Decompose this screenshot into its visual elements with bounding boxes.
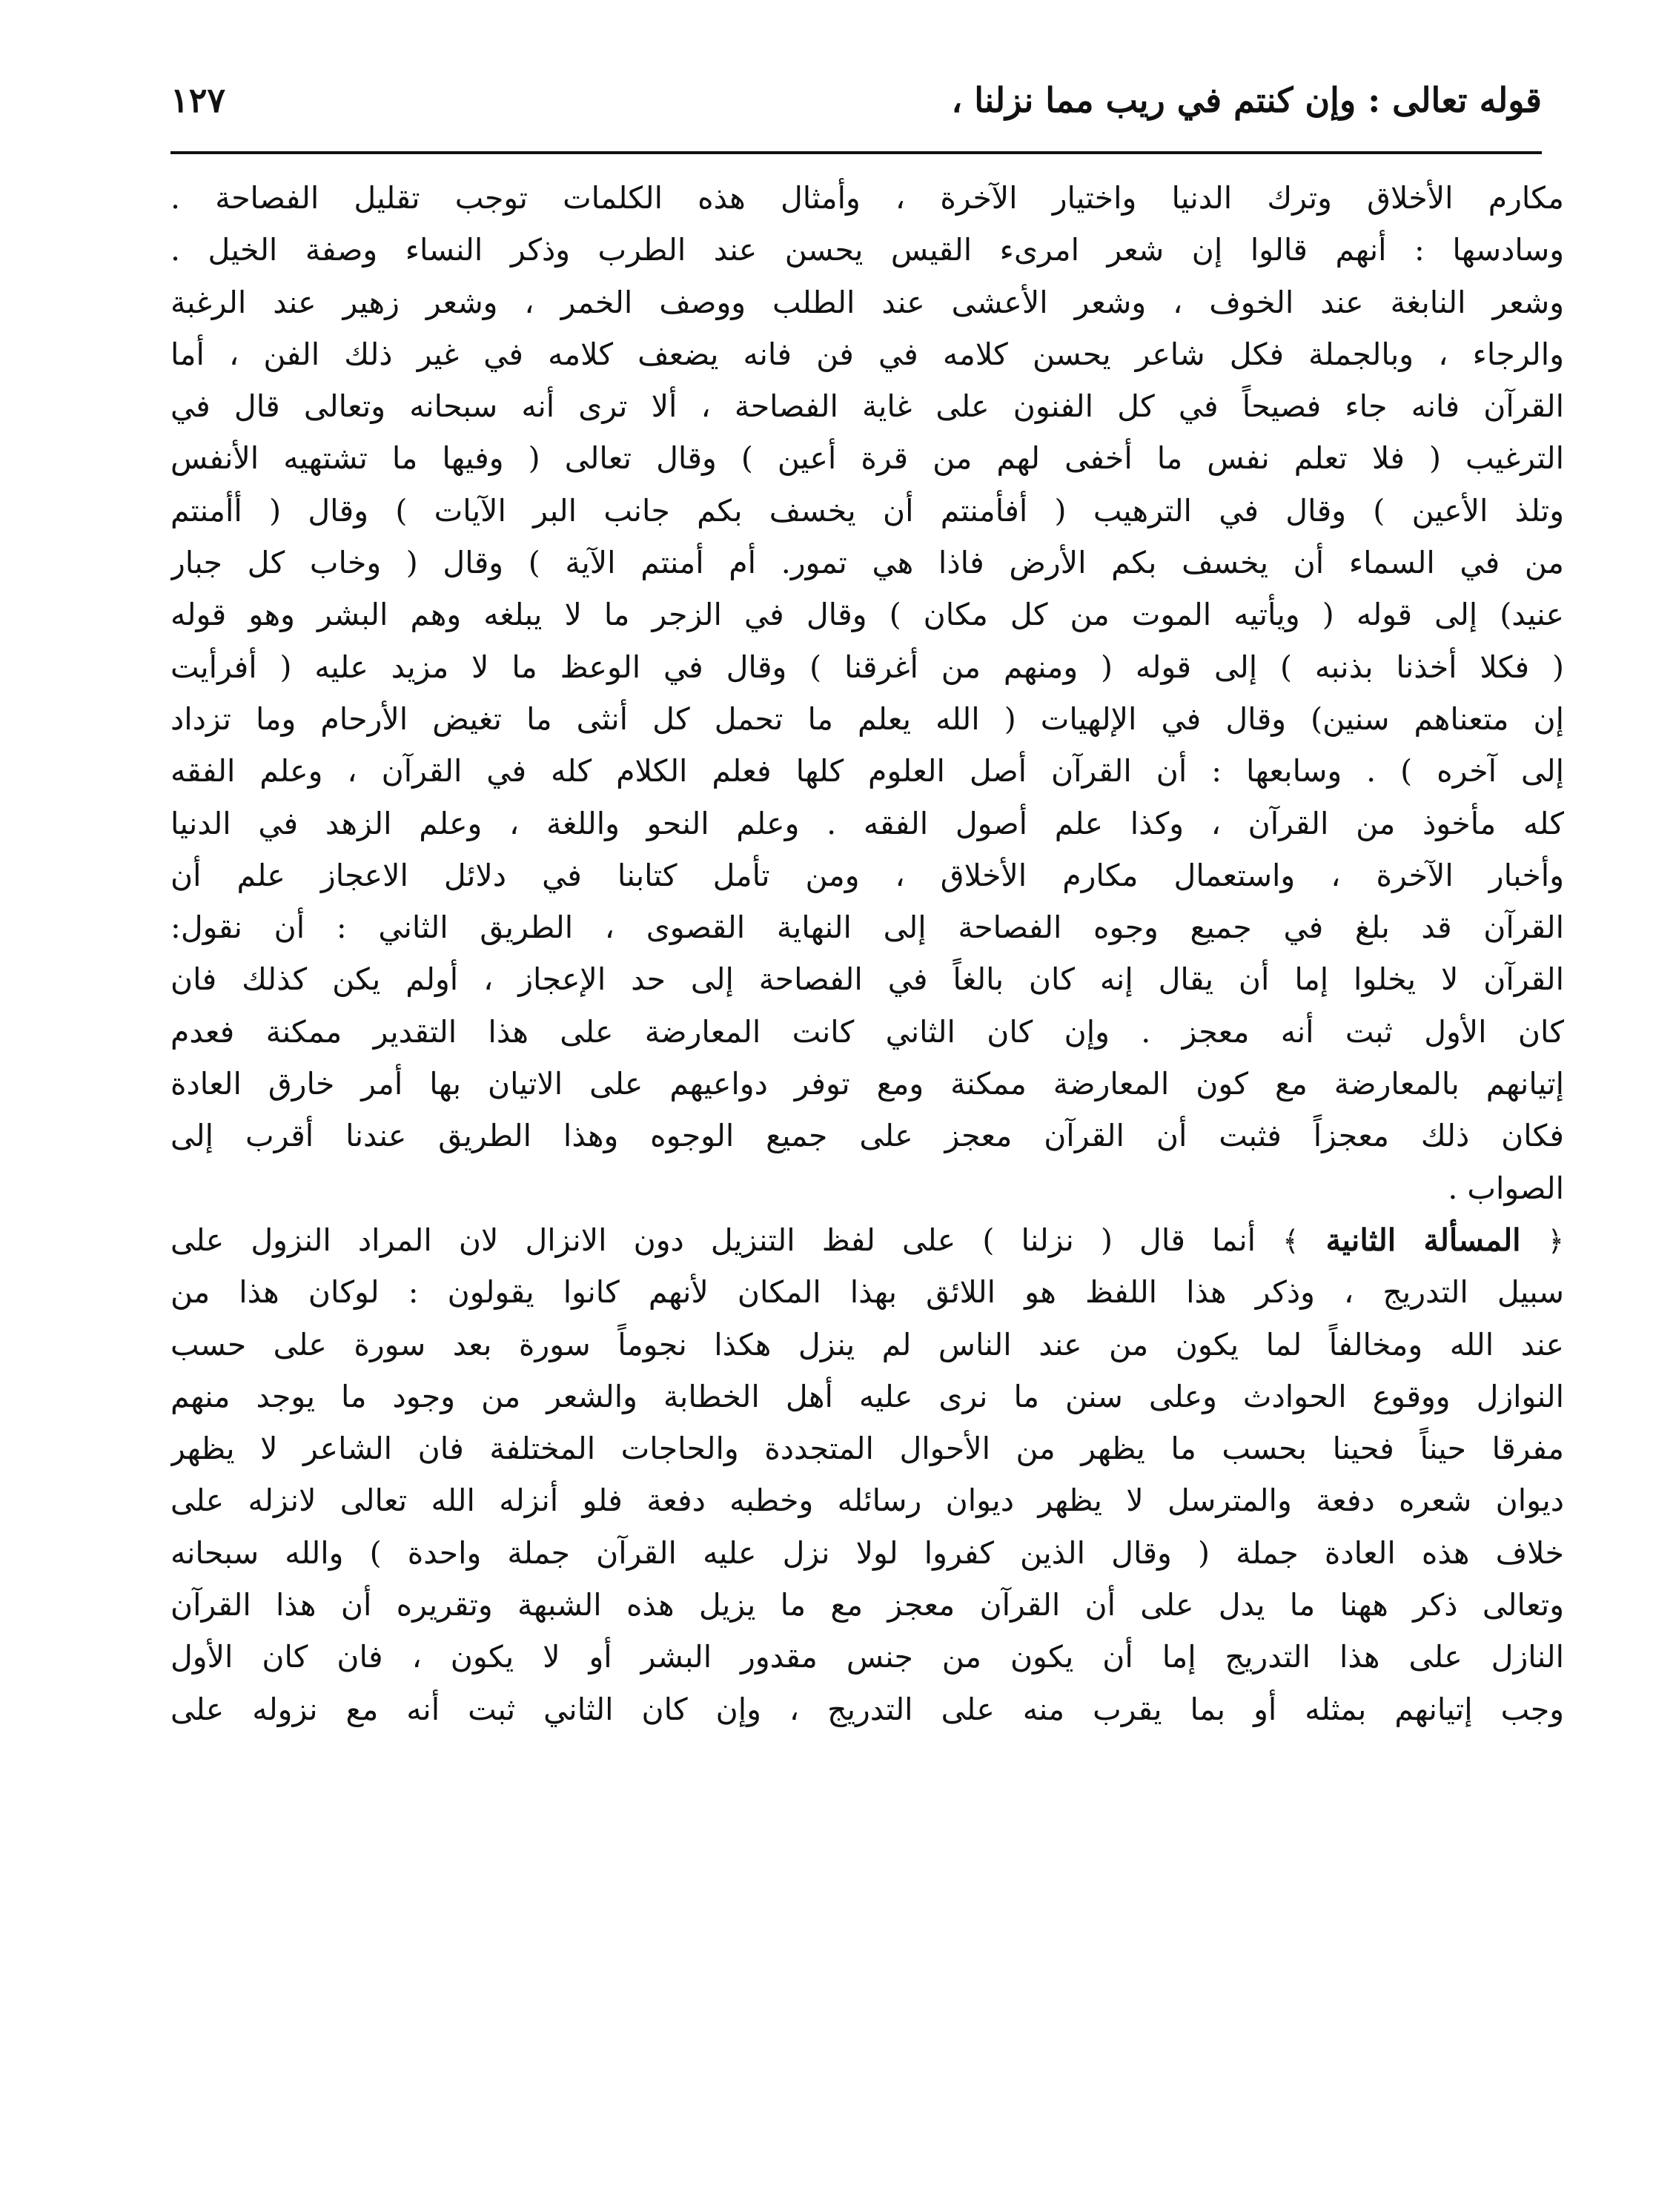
text-line: وشعر النابغة عند الخوف ، وشعر الأعشى عند الطلب ووصف الخمر ، وشعر زهير عند الرغبة [170, 284, 1564, 320]
text-line: وتلذ الأعين ) وقال في الترهيب ( أفأمنتم أن يخسف بكم جانب البر الآيات ) وقال ( أأمنتم [170, 492, 1564, 529]
page-body [170, 172, 1564, 1735]
text-line: وجب إتيانهم بمثله أو بما يقرب منه على التدريج ، وإن كان الثاني ثبت أنه مع نزوله على [170, 1691, 1564, 1727]
text-line: ديوان شعره دفعة والمترسل لا يظهر ديوان رسائله وخطبه دفعة فلو أنزله الله تعالى لانزله على [170, 1483, 1564, 1519]
text-line: الترغيب ( فلا تعلم نفس ما أخفى لهم من قرة أعين ) وقال تعالى ( وفيها ما تشتهيه الأنفس [170, 440, 1564, 477]
heading-line-text: أنما قال ( نزلنا ) على لفظ التنزيل دون الانزال لان المراد النزول على [170, 1222, 1256, 1258]
running-title: قوله تعالى : وإن كنتم في ريب مما نزلنا ، [951, 80, 1542, 120]
page-number: ١٢٧ [170, 80, 226, 120]
ornate-bracket-close: ﴾ [1282, 1224, 1299, 1257]
text-line: القرآن فانه جاء فصيحاً في كل الفنون على غاية الفصاحة ، ألا ترى أنه سبحانه وتعالى قال في [170, 388, 1564, 425]
section-heading-line [170, 1214, 1564, 1266]
text-line: عنيد) إلى قوله ( ويأتيه الموت من كل مكان ) وقال في الزجر ما لا يبلغه وهم البشر وهو قوله [170, 597, 1564, 633]
text-line: إلى آخره ) . وسابعها : أن القرآن أصل العلوم كلها فعلم الكلام كله في القرآن ، وعلم الفقه [170, 753, 1564, 789]
text-line: النازل على هذا التدريج إما أن يكون من جنس مقدور البشر أو لا يكون ، فان كان الأول [170, 1639, 1564, 1675]
text-line: وسادسها : أنهم قالوا إن شعر امرىء القيس يحسن عند الطرب وذكر النساء وصفة الخيل . [170, 232, 1564, 268]
text-line: القرآن قد بلغ في جميع وجوه الفصاحة إلى النهاية القصوى ، الطريق الثاني : أن نقول: [170, 910, 1564, 946]
text-line: مفرقا حيناً فحينا بحسب ما يظهر من الأحوال المتجددة والحاجات المختلفة فان الشاعر لا يظهر [170, 1431, 1564, 1467]
text-line: خلاف هذه العادة جملة ( وقال الذين كفروا لولا نزل عليه القرآن جملة واحدة ) والله سبحانه [170, 1534, 1564, 1571]
text-line: وتعالى ذكر ههنا ما يدل على أن القرآن معجز مع ما يزيل هذه الشبهة وتقريره أن هذا القرآن [170, 1587, 1564, 1623]
text-line: فكان ذلك معجزاً فثبت أن القرآن معجز على جميع الوجوه وهذا الطريق عندنا أقرب إلى [170, 1118, 1564, 1154]
page-header [170, 74, 1542, 133]
ornate-bracket-open: ﴿ [1547, 1224, 1564, 1257]
text-line: إن متعناهم سنين) وقال في الإلهيات ( الله يعلم ما تحمل كل أنثى ما تغيض الأرحام وما تزداد [170, 701, 1564, 737]
text-line: والرجاء ، وبالجملة فكل شاعر يحسن كلامه في فن فانه يضعف كلامه في غير ذلك الفن ، أما [170, 336, 1564, 372]
section-heading: المسألة الثانية [1325, 1222, 1521, 1258]
text-line: الصواب . [1448, 1170, 1564, 1206]
text-line: من في السماء أن يخسف بكم الأرض فاذا هي تمور. أم أمنتم الآية ) وقال ( وخاب كل جبار [170, 545, 1564, 581]
text-line: عند الله ومخالفاً لما يكون من عند الناس لم ينزل هكذا نجوماً سورة بعد سورة على حسب [170, 1326, 1564, 1362]
header-rule [170, 151, 1542, 154]
text-line: سبيل التدريج ، وذكر هذا اللفظ هو اللائق بهذا المكان لأنهم كانوا يقولون : لوكان هذا من [170, 1274, 1564, 1311]
text-line: ( فكلا أخذنا بذنبه ) إلى قوله ( ومنهم من أغرقنا ) وقال في الوعظ ما لا مزيد عليه ( أفرأيت [170, 649, 1564, 685]
text-line: مكارم الأخلاق وترك الدنيا واختيار الآخرة ، وأمثال هذه الكلمات توجب تقليل الفصاحة . [170, 180, 1564, 216]
text-line: كله مأخوذ من القرآن ، وكذا علم أصول الفقه . وعلم النحو واللغة ، وعلم الزهد في الدنيا [170, 805, 1564, 841]
text-line: النوازل ووقوع الحوادث وعلى سنن ما نرى عليه أهل الخطابة والشعر من وجود ما يوجد منهم [170, 1378, 1564, 1414]
text-line: وأخبار الآخرة ، واستعمال مكارم الأخلاق ، ومن تأمل كتابنا في دلائل الاعجاز علم أن [170, 857, 1564, 893]
text-line: كان الأول ثبت أنه معجز . وإن كان الثاني كانت المعارضة على هذا التقدير ممكنة فعدم [170, 1013, 1564, 1050]
text-line: إتيانهم بالمعارضة مع كون المعارضة ممكنة ومع توفر دواعيهم على الاتيان بها أمر خارق العادة [170, 1066, 1564, 1102]
text-line: القرآن لا يخلوا إما أن يقال إنه كان بالغاً في الفصاحة إلى حد الإعجاز ، أولم يكن كذلك فان [170, 961, 1564, 998]
